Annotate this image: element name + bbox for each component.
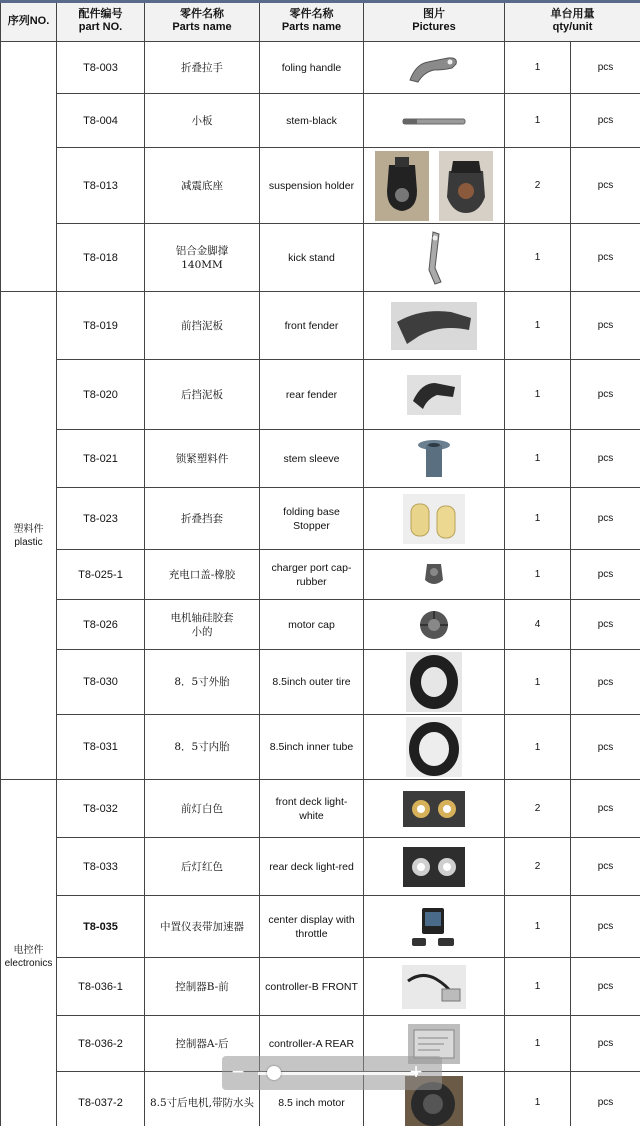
- unit-cell: pcs: [571, 650, 640, 715]
- unit-cell: pcs: [571, 224, 640, 292]
- suspension-holder-photo: [375, 151, 429, 221]
- controller-b-photo: [402, 965, 466, 1009]
- part-name-cn-cell: 后挡泥板: [145, 360, 260, 430]
- part-name-en-cell: front fender: [260, 292, 364, 360]
- qty-cell: 1: [505, 360, 571, 430]
- part-name-en-cell: controller-A REAR: [260, 1016, 364, 1072]
- part-number-cell: T8-037-2: [57, 1072, 145, 1126]
- header-no: 序列NO.: [1, 1, 57, 42]
- category-label-en: plastic: [14, 536, 43, 548]
- category-label-zh: 塑料件: [13, 523, 44, 535]
- category-label-zh: 电控件: [13, 944, 44, 956]
- header-qty: 单台用量 qty/unit: [505, 1, 640, 42]
- header-row: [1, 1, 640, 42]
- part-name-cn-cell: 前挡泥板: [145, 292, 260, 360]
- zoom-slider-track[interactable]: [258, 1072, 418, 1075]
- part-number-cell: T8-018: [57, 224, 145, 292]
- unit-cell: pcs: [571, 715, 640, 780]
- window-top-strip: [0, 0, 640, 3]
- rear-deck-light-photo: [403, 847, 465, 887]
- part-name-cn-cell: 折叠挡套: [145, 488, 260, 550]
- table-row: [1, 360, 640, 430]
- stem-photo: [399, 111, 469, 131]
- part-name-en-cell: motor cap: [260, 600, 364, 650]
- picture-cell: [364, 488, 505, 550]
- picture-cell: [364, 224, 505, 292]
- picture-cell: [364, 896, 505, 958]
- qty-cell: 2: [505, 838, 571, 896]
- unit-cell: pcs: [571, 42, 640, 94]
- charger-port-cap-photo: [419, 558, 449, 592]
- part-number-cell: T8-013: [57, 148, 145, 224]
- table-row: [1, 838, 640, 896]
- picture-cell: [364, 715, 505, 780]
- part-number-cell: T8-031: [57, 715, 145, 780]
- unit-cell: pcs: [571, 94, 640, 148]
- part-name-en-cell: center display with throttle: [260, 896, 364, 958]
- qty-cell: 1: [505, 1072, 571, 1126]
- part-name-cn-cell: 8．5寸外胎: [145, 650, 260, 715]
- qty-cell: 1: [505, 488, 571, 550]
- part-name-cn-cell: 锁紧塑料件: [145, 430, 260, 488]
- table-row: [1, 600, 640, 650]
- table-row: [1, 958, 640, 1016]
- table-row: [1, 224, 640, 292]
- parts-table-body: [1, 42, 640, 1126]
- qty-cell: 1: [505, 42, 571, 94]
- part-name-en-cell: rear deck light-red: [260, 838, 364, 896]
- unit-cell: pcs: [571, 550, 640, 600]
- unit-cell: pcs: [571, 780, 640, 838]
- unit-cell: pcs: [571, 896, 640, 958]
- header-name-cn: 零件名称 Parts name: [145, 1, 260, 42]
- part-number-cell: T8-004: [57, 94, 145, 148]
- kick-stand-photo: [417, 228, 451, 288]
- center-display-photo: [408, 904, 460, 950]
- qty-cell: 1: [505, 896, 571, 958]
- qty-cell: 1: [505, 94, 571, 148]
- rear-fender-photo: [407, 375, 461, 415]
- qty-cell: 2: [505, 148, 571, 224]
- picture-cell: [364, 958, 505, 1016]
- part-name-cn-cell: 折叠拉手: [145, 42, 260, 94]
- table-row: [1, 292, 640, 360]
- unit-cell: pcs: [571, 1016, 640, 1072]
- part-number-cell: T8-033: [57, 838, 145, 896]
- picture-cell: [364, 780, 505, 838]
- zoom-out-button[interactable]: −: [231, 1059, 245, 1084]
- qty-cell: 1: [505, 650, 571, 715]
- table-row: [1, 550, 640, 600]
- part-number-cell: T8-030: [57, 650, 145, 715]
- qty-cell: 1: [505, 292, 571, 360]
- qty-cell: 1: [505, 715, 571, 780]
- header-pictures: 图片 Pictures: [364, 1, 505, 42]
- stem-sleeve-photo: [414, 437, 454, 481]
- header-name-en: 零件名称 Parts name: [260, 1, 364, 42]
- picture-cell: [364, 600, 505, 650]
- part-number-cell: T8-036-1: [57, 958, 145, 1016]
- unit-cell: pcs: [571, 292, 640, 360]
- picture-cell: [364, 292, 505, 360]
- part-number-cell: T8-003: [57, 42, 145, 94]
- part-number-cell: T8-021: [57, 430, 145, 488]
- part-name-cn-cell: 小板: [145, 94, 260, 148]
- unit-cell: pcs: [571, 488, 640, 550]
- picture-cell: [364, 838, 505, 896]
- unit-cell: pcs: [571, 600, 640, 650]
- part-name-cn-cell: 减震底座: [145, 148, 260, 224]
- front-fender-photo: [391, 302, 477, 350]
- qty-cell: 1: [505, 224, 571, 292]
- part-name-en-cell: charger port cap- rubber: [260, 550, 364, 600]
- part-name-en-cell: foling handle: [260, 42, 364, 94]
- qty-cell: 2: [505, 780, 571, 838]
- part-name-cn-cell: 铝合金脚撑 140MM: [145, 224, 260, 292]
- part-number-cell: T8-035: [57, 896, 145, 958]
- part-name-cn-cell: 电机轴硅胶套 小的: [145, 600, 260, 650]
- part-name-cn-cell: 控制器A-后: [145, 1016, 260, 1072]
- picture-cell: [364, 94, 505, 148]
- part-name-en-cell: controller-B FRONT: [260, 958, 364, 1016]
- header-part-no: 配件编号 part NO.: [57, 1, 145, 42]
- part-name-en-cell: 8.5inch outer tire: [260, 650, 364, 715]
- table-row: [1, 650, 640, 715]
- category-electronics: [1, 780, 57, 1126]
- part-number-cell: T8-036-2: [57, 1016, 145, 1072]
- part-name-en-cell: 8.5 inch motor: [260, 1072, 364, 1126]
- qty-cell: 1: [505, 1016, 571, 1072]
- picture-cell: [364, 430, 505, 488]
- table-row: [1, 42, 640, 94]
- part-name-cn-cell: 控制器B-前: [145, 958, 260, 1016]
- motor-cap-photo: [416, 607, 452, 643]
- part-name-cn-cell: 中置仪表带加速器: [145, 896, 260, 958]
- zoom-in-button[interactable]: +: [409, 1059, 423, 1084]
- part-name-cn-cell: 8．5寸内胎: [145, 715, 260, 780]
- category-plastic: [1, 292, 57, 780]
- part-number-cell: T8-023: [57, 488, 145, 550]
- table-row: [1, 715, 640, 780]
- part-name-en-cell: kick stand: [260, 224, 364, 292]
- category-label-en: electronics: [4, 957, 53, 969]
- zoom-slider-thumb[interactable]: [267, 1066, 281, 1080]
- table-row: [1, 430, 640, 488]
- part-name-en-cell: front deck light- white: [260, 780, 364, 838]
- part-number-cell: T8-032: [57, 780, 145, 838]
- qty-cell: 1: [505, 550, 571, 600]
- unit-cell: pcs: [571, 958, 640, 1016]
- folding-base-stopper-photo: [403, 494, 465, 544]
- picture-cell: [364, 650, 505, 715]
- part-name-en-cell: stem-black: [260, 94, 364, 148]
- inner-tube-photo: [406, 717, 462, 777]
- unit-cell: pcs: [571, 838, 640, 896]
- part-number-cell: T8-019: [57, 292, 145, 360]
- table-row: [1, 148, 640, 224]
- picture-cell: [364, 550, 505, 600]
- qty-cell: 1: [505, 430, 571, 488]
- unit-cell: pcs: [571, 1072, 640, 1126]
- part-name-cn-cell: 后灯红色: [145, 838, 260, 896]
- part-name-cn-cell: 前灯白色: [145, 780, 260, 838]
- front-deck-light-photo: [403, 791, 465, 827]
- unit-cell: pcs: [571, 430, 640, 488]
- folding-handle-photo: [404, 50, 464, 86]
- suspension-holder-photo-2: [439, 151, 493, 221]
- unit-cell: pcs: [571, 148, 640, 224]
- picture-cell: [364, 42, 505, 94]
- part-name-cn-cell: 8.5寸后电机,带防水头: [145, 1072, 260, 1126]
- table-row: [1, 780, 640, 838]
- picture-cell: [364, 360, 505, 430]
- part-name-en-cell: suspension holder: [260, 148, 364, 224]
- category-unlabeled: [1, 42, 57, 292]
- qty-cell: 1: [505, 958, 571, 1016]
- table-row: [1, 94, 640, 148]
- table-row: [1, 896, 640, 958]
- part-number-cell: T8-020: [57, 360, 145, 430]
- unit-cell: pcs: [571, 360, 640, 430]
- part-name-en-cell: 8.5inch inner tube: [260, 715, 364, 780]
- part-name-en-cell: rear fender: [260, 360, 364, 430]
- picture-cell: [364, 148, 505, 224]
- qty-cell: 4: [505, 600, 571, 650]
- outer-tire-photo: [406, 652, 462, 712]
- part-name-cn-cell: 充电口盖-橡胶: [145, 550, 260, 600]
- part-name-en-cell: folding base Stopper: [260, 488, 364, 550]
- part-number-cell: T8-025-1: [57, 550, 145, 600]
- part-number-cell: T8-026: [57, 600, 145, 650]
- zoom-control[interactable]: [222, 1056, 442, 1090]
- part-name-en-cell: stem sleeve: [260, 430, 364, 488]
- table-row: [1, 488, 640, 550]
